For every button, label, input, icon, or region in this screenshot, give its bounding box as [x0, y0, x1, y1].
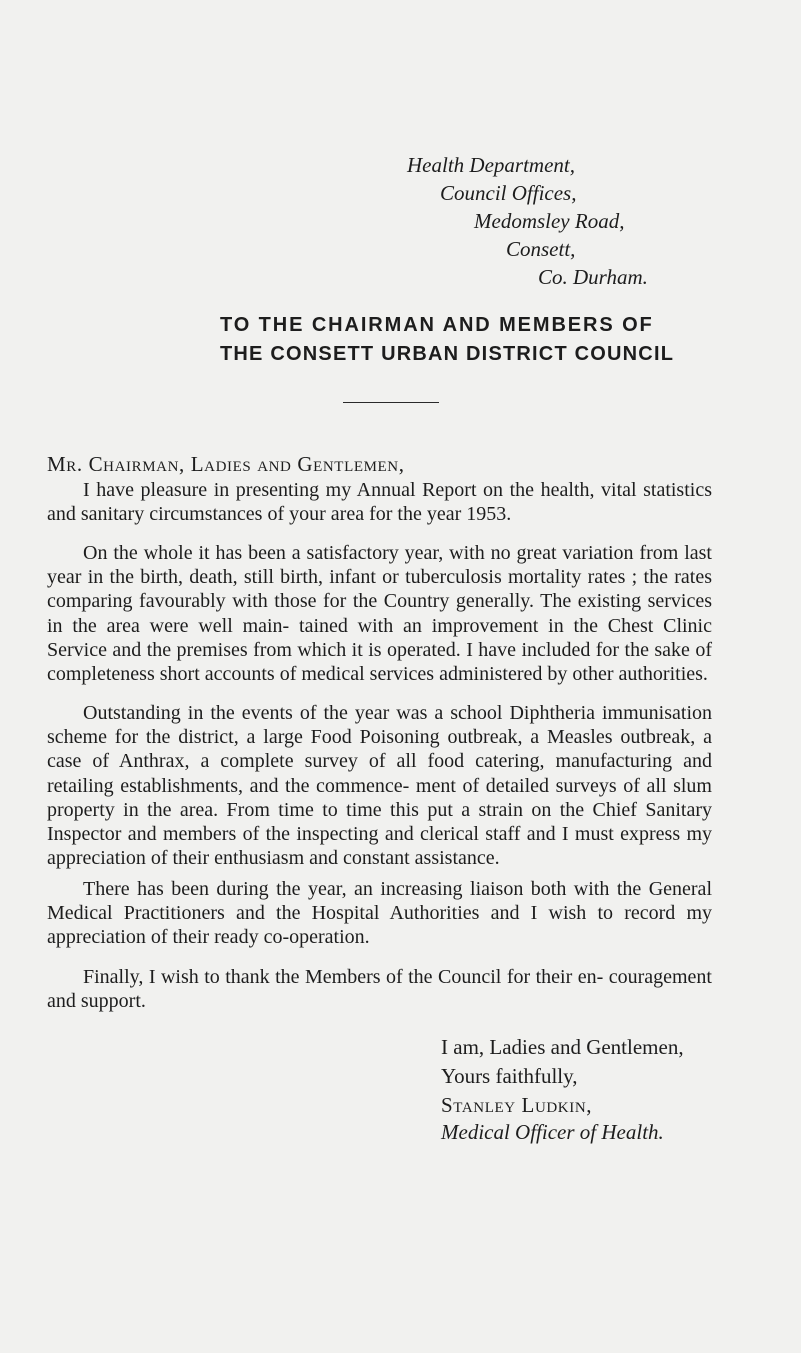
paragraph-review: On the whole it has been a satisfactory year, with no great variation from last year in the birth, death, still birth, infant or tuberculosis mortality rates ; the rates comparing favourably with those for the Country generally. The existing services in the area were well main- tained with an improvement in the Chest Clinic Service and the premises from which it is operated. I have included for the sake of completeness short accounts of medical services administered by other authorities.: [47, 542, 712, 686]
address-line-offices: Council Offices,: [440, 181, 577, 205]
paragraph-events: Outstanding in the events of the year was a school Diphtheria immunisation scheme for the district, a large Food Poisoning outbreak, a Measles outbreak, a case of Anthrax, a complete survey of all food catering, manufacturing and retailing establishments, and the commence- ment of detailed surveys of all slum property in the area. From time to time this put a strain on the Chief Sanitary Inspector and members of the inspecting and clerical staff and I must express my appreciation of their enthusiasm and constant assistance.: [47, 702, 712, 870]
salutation: Mr. Chairman, Ladies and Gentlemen,: [47, 452, 405, 476]
divider-rule: [343, 402, 439, 403]
address-line-county: Co. Durham.: [538, 265, 648, 289]
closing-line: I am, Ladies and Gentlemen,: [441, 1035, 684, 1059]
paragraph-intro: I have pleasure in presenting my Annual Report on the health, vital statistics and sanitary circumstances of your area for the year 1953.: [47, 479, 712, 526]
signatory-title: Medical Officer of Health.: [441, 1120, 664, 1144]
address-line-road: Medomsley Road,: [474, 209, 625, 233]
paragraph-liaison: There has been during the year, an increasing liaison both with the General Medical Practitioners and the Hospital Authorities and I wish to record my appreciation of their ready co-operation.: [47, 878, 712, 949]
valediction: Yours faithfully,: [441, 1064, 578, 1088]
heading-line-2: THE CONSETT URBAN DISTRICT COUNCIL: [220, 343, 675, 365]
paragraph-thanks: Finally, I wish to thank the Members of the Council for their en- couragement and support.: [47, 966, 712, 1013]
address-line-town: Consett,: [506, 237, 576, 261]
heading-line-1: TO THE CHAIRMAN AND MEMBERS OF: [220, 314, 654, 336]
address-line-department: Health Department,: [407, 153, 575, 177]
signatory-name: Stanley Ludkin,: [441, 1093, 593, 1117]
